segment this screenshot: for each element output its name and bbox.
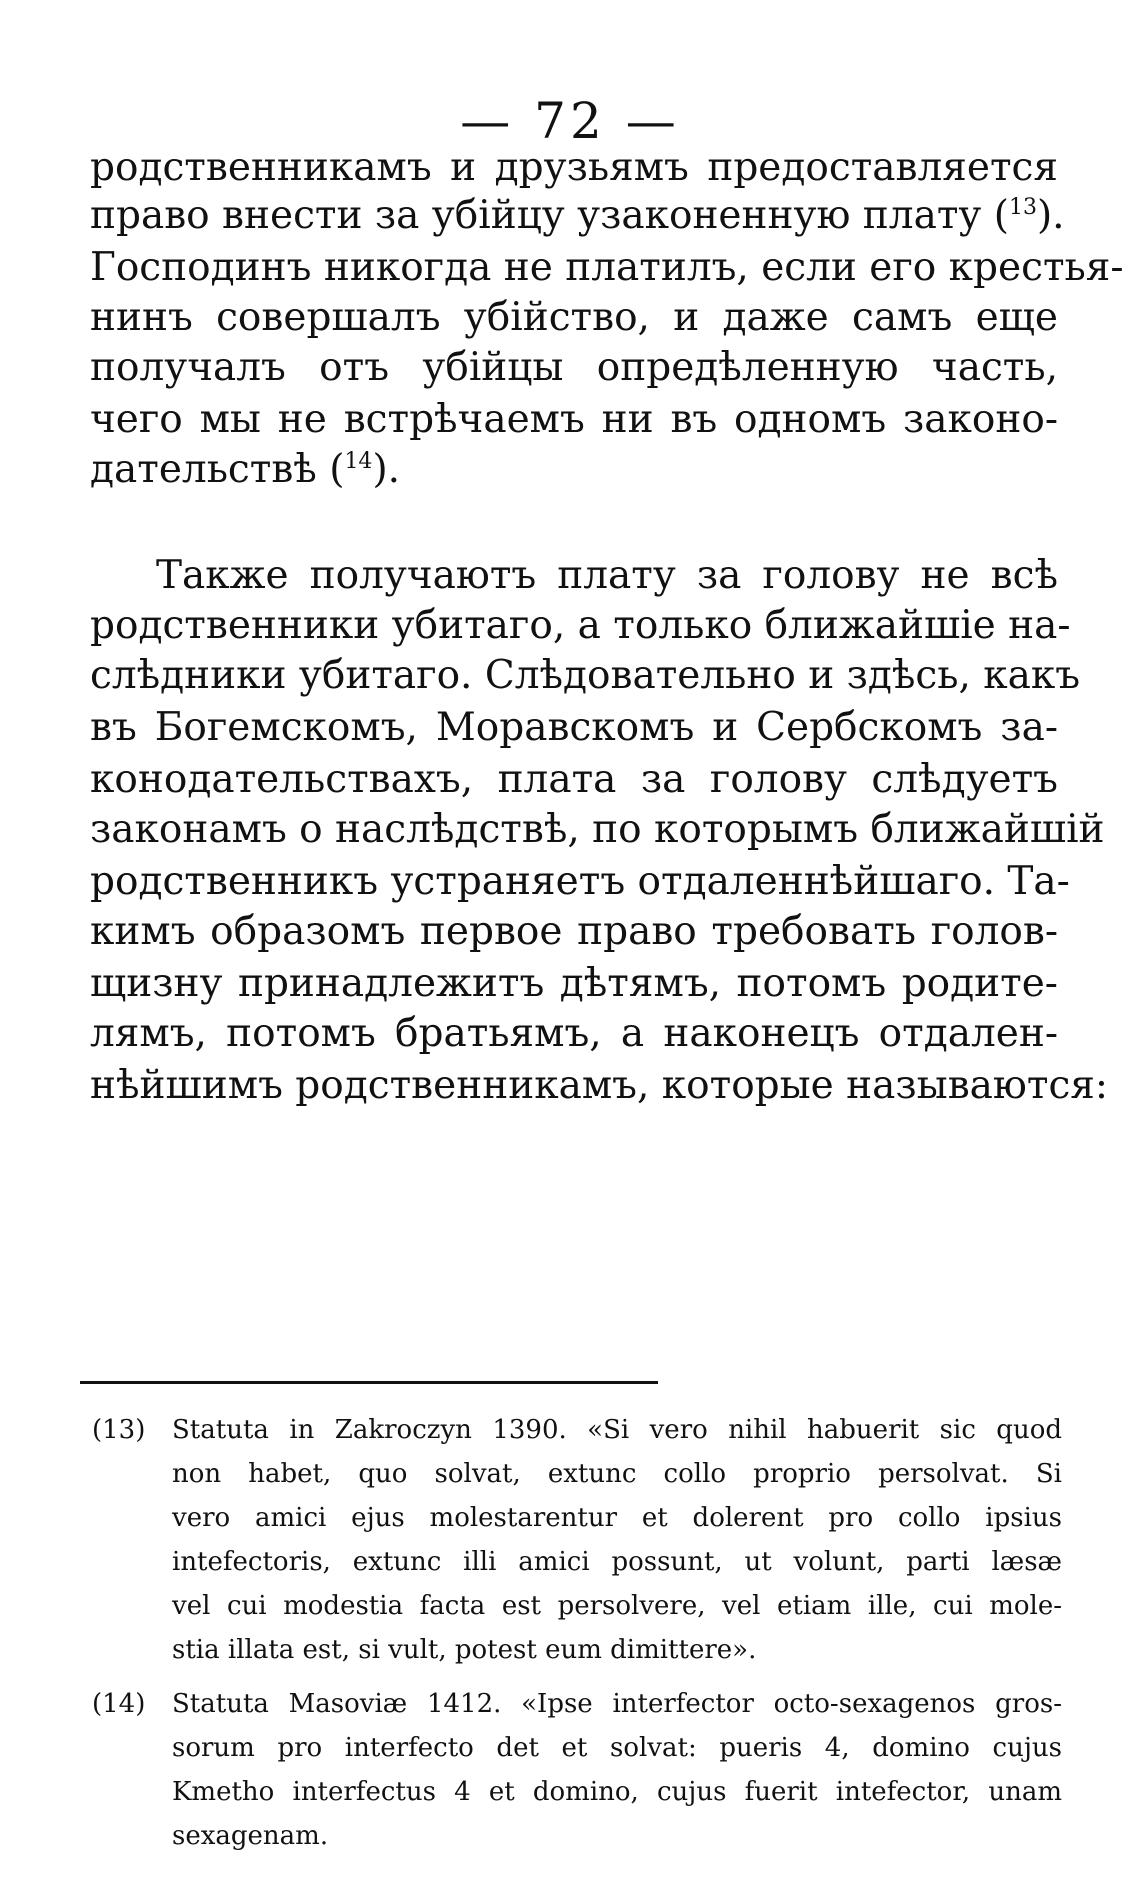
page-number: — 72 — [460,92,680,150]
text-line-body: дательствѣ ( [90,447,345,492]
text-line: конодательствахъ, плата за голову слѣдуетъ [90,757,1058,802]
footnote-line: intefectoris, extunc illi amici possunt, ut volunt, parti læsæ [172,1547,1062,1577]
text-line: родственникамъ и друзьямъ предоставляется [90,145,1058,190]
text-line: Господинъ никогда не платилъ, если его крестья- [90,245,1124,290]
footnote-ref: 13 [1008,195,1037,220]
footnote-line: Statuta in Zakroczyn 1390. «Si vero nihil habuerit sic quod [172,1415,1062,1445]
footnote-14 [92,1682,1062,1872]
footnote-line: vel cui modestia facta est persolvere, vel etiam ille, cui mole- [172,1591,1062,1621]
footnote-line: sexagenam. [172,1821,329,1851]
footnote-line: stia illata est, si vult, potest eum dimittere». [172,1635,757,1665]
footnote-13 [92,1408,1062,1678]
text-line: нинъ совершалъ убійство, и даже самъ еще [90,295,1058,340]
footnote-line: Kmetho interfectus 4 et domino, cujus fuerit intefector, unam [172,1777,1062,1807]
text-line: получалъ отъ убійцы опредѣленную часть, [90,345,1058,390]
footnote-line: vero amici ejus molestarentur et dolerent pro collo ipsius [172,1503,1062,1533]
text-line: Также получаютъ плату за голову не всѣ [156,553,1058,598]
text-line: законамъ о наслѣдствѣ, по которымъ ближайшій [90,807,1105,852]
footnote-mark: (14) [92,1689,146,1719]
text-line [90,193,1065,239]
text-line: родственникъ устраняетъ отдаленнѣйшаго. Та- [90,859,1070,904]
text-line: въ Богемскомъ, Моравскомъ и Сербскомъ за- [90,705,1058,750]
footnote-line: sorum pro interfecto det et solvat: pueris 4, domino cujus [172,1733,1062,1763]
footnote-ref: 14 [344,449,373,474]
text-line: чего мы не встрѣчаемъ ни въ одномъ законо- [90,397,1058,442]
footnote-ref-tail: ). [1036,193,1065,238]
footnote-line: Statuta Masoviæ 1412. «Ipse interfector octo-sexagenos gros- [172,1689,1062,1719]
footnote-line: non habet, quo solvat, extunc collo proprio persolvat. Si [172,1459,1062,1489]
text-line: слѣдники убитаго. Слѣдовательно и здѣсь, какъ [90,653,1081,698]
footnote-divider [80,1381,658,1384]
text-line: лямъ, потомъ братьямъ, а наконецъ отдален- [90,1011,1058,1056]
footnote-mark: (13) [92,1415,146,1445]
text-line: кимъ образомъ первое право требовать голов- [90,909,1058,954]
text-line: щизну принадлежитъ дѣтямъ, потомъ родите- [90,961,1058,1006]
text-line: родственники убитаго, а только ближайшіе на- [90,603,1071,648]
text-line-body: право внести за убійцу узаконенную плату ( [90,193,1009,238]
text-line [90,447,1058,493]
text-line: нѣйшимъ родственникамъ, которые называются: [90,1063,1109,1108]
footnote-ref-tail: ). [372,447,401,492]
